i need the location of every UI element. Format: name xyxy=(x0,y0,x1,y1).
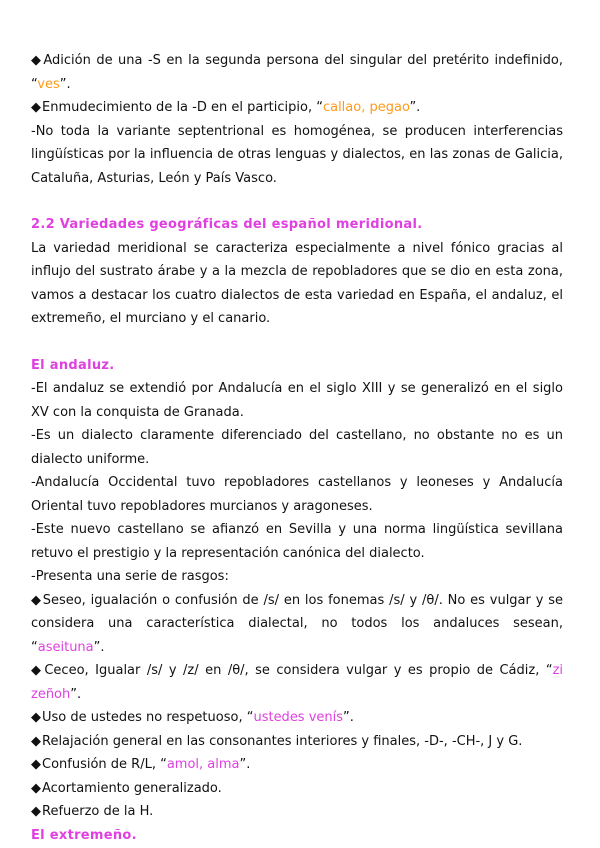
example-text: callao, pegao xyxy=(322,100,410,115)
paragraph-text: Adición de una -S en la segunda persona del singular del pretérito indefinido, “ xyxy=(31,53,564,92)
paragraph: -No toda la variante septentrional es homogénea, se producen interferencias lingüísticas por la influencia de otras lenguas y dialectos, en las zonas de Galicia, Cataluña, Asturias, León y País Vasco. xyxy=(31,123,563,186)
paragraph-text: ”. xyxy=(59,76,71,92)
paragraph: -Es un dialecto claramente diferenciado del castellano, no obstante no es un dialecto uniforme. xyxy=(31,428,563,467)
bullet-item xyxy=(31,589,563,660)
subsection-heading-andaluz: El andaluz. xyxy=(31,357,115,373)
paragraph: -El andaluz se extendió por Andalucía en el siglo XIII y se generalizó en el siglo XV con la conquista de Granada. xyxy=(31,381,563,420)
paragraph-text: ”. xyxy=(93,639,105,655)
example-text: amol, alma xyxy=(166,757,240,772)
example-text: ustedes venís xyxy=(253,710,344,725)
paragraph-text: Enmudecimiento de la -D en el participio, “ xyxy=(42,100,323,115)
spacer xyxy=(31,190,563,213)
bullet-item: ◆ Relajación general en las consonantes interiores y finales, -D-, -CH-, J y G. xyxy=(31,730,563,754)
paragraph-text: ”. xyxy=(70,686,82,702)
paragraph: -Este nuevo castellano se afianzó en Sevilla y una norma lingüística sevillana retuvo el prestigio y la representación canónica del dialecto. xyxy=(31,522,563,561)
document-body xyxy=(31,49,563,847)
paragraph: -Andalucía Occidental tuvo repobladores castellanos y leoneses y Andalucía Oriental tuvo repobladores murcianos y aragoneses. xyxy=(31,475,563,514)
bullet-item xyxy=(31,706,563,730)
paragraph-text: Confusión de R/L, “ xyxy=(42,757,167,772)
paragraph-text: ”. xyxy=(239,757,251,772)
bullet-item xyxy=(31,49,563,96)
example-text: ves xyxy=(37,76,60,92)
bullet-item: ◆ Acortamiento generalizado. xyxy=(31,777,563,801)
example-text: zi zeñoh xyxy=(31,663,563,702)
subsection-heading-extremeno: El extremeño. xyxy=(31,827,137,843)
bullet-item xyxy=(31,96,563,120)
paragraph-text: ”. xyxy=(343,710,354,725)
paragraph-text: Ceceo, Igualar /s/ y /z/ en /θ/, se considera vulgar y es propio de Cádiz, “ xyxy=(44,663,553,678)
paragraph: -Presenta una serie de rasgos: xyxy=(31,569,229,584)
paragraph-text: Uso de ustedes no respetuoso, “ xyxy=(42,710,254,725)
spacer xyxy=(31,331,563,354)
section-heading: 2.2 Variedades geográficas del español meridional. xyxy=(31,217,423,232)
paragraph: La variedad meridional se caracteriza especialmente a nivel fónico gracias al influjo del sustrato árabe y a la mezcla de repobladores que se dio en esta zona, vamos a destacar los cuatro dialectos de esta variedad en España, el andaluz, el extremeño, el murciano y el canario. xyxy=(31,240,563,326)
example-text: aseituna xyxy=(37,639,94,655)
bullet-item: ◆ Refuerzo de la H. xyxy=(31,800,563,824)
bullet-item xyxy=(31,753,563,777)
paragraph-text: ”. xyxy=(409,100,421,115)
bullet-item xyxy=(31,659,563,706)
paragraph-text: Seseo, igualación o confusión de /s/ en los fonemas /s/ y /θ/. No es vulgar y se considera una característica dialectal, no todos los andaluces sesean, “ xyxy=(31,592,563,655)
